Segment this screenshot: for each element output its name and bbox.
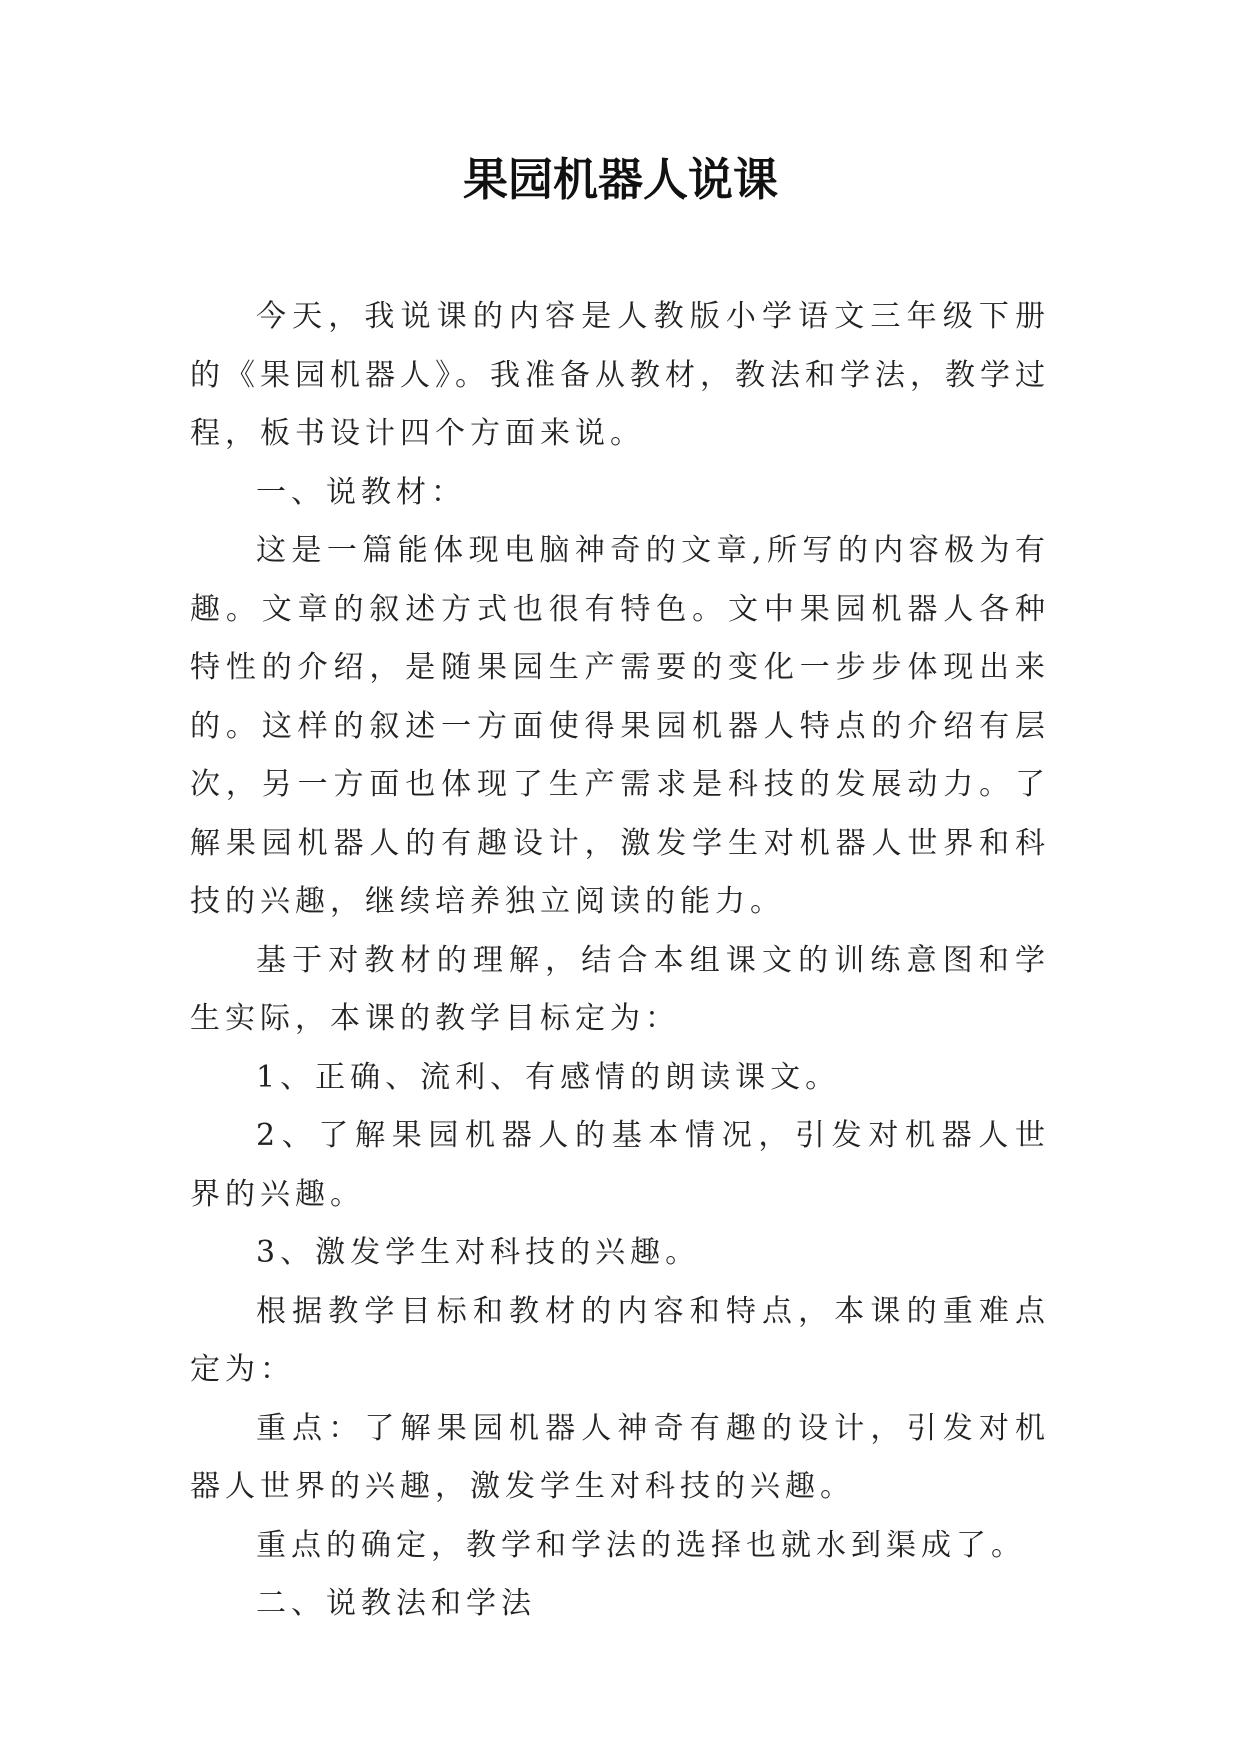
paragraph-intro: 今天，我说课的内容是人教版小学语文三年级下册的《果园机器人》。我准备从教材，教法和学法，教学过程，板书设计四个方面来说。 xyxy=(190,299,1050,451)
paragraph-goals-intro: 基于对教材的理解，结合本组课文的训练意图和学生实际，本课的教学目标定为： xyxy=(190,942,1050,1036)
goal-item-2: 2、了解果园机器人的基本情况，引发对机器人世界的兴趣。 xyxy=(190,1118,1050,1212)
paragraph-method-transition: 重点的确定，教学和学法的选择也就水到渠成了。 xyxy=(256,1527,1026,1563)
paragraph-textbook-analysis: 这是一篇能体现电脑神奇的文章,所写的内容极为有趣。文章的叙述方式也很有特色。文中果园机器人各种特性的介绍，是随果园生产需要的变化一步步体现出来的。这样的叙述一方面使得果园机器人特点的介绍有层次，另一方面也体现了生产需求是科技的发展动力。了解果园机器人的有趣设计，激发学生对机器人世界和科技的兴趣，继续培养独立阅读的能力。 xyxy=(190,533,1050,919)
document-title: 果园机器人说课 xyxy=(462,153,778,206)
paragraph-key-points: 重点：了解果园机器人神奇有趣的设计，引发对机器人世界的兴趣，激发学生对科技的兴趣。 xyxy=(190,1410,1050,1504)
goal-item-1: 1、正确、流利、有感情的朗读课文。 xyxy=(256,1059,841,1095)
goal-item-3: 3、激发学生对科技的兴趣。 xyxy=(256,1235,701,1270)
paragraph-key-points-intro: 根据教学目标和教材的内容和特点，本课的重难点定为： xyxy=(190,1293,1050,1387)
section-heading-methods: 二、说教法和学法 xyxy=(256,1586,536,1621)
document-body xyxy=(190,288,1050,1634)
section-heading-textbook: 一、说教材： xyxy=(256,474,466,510)
